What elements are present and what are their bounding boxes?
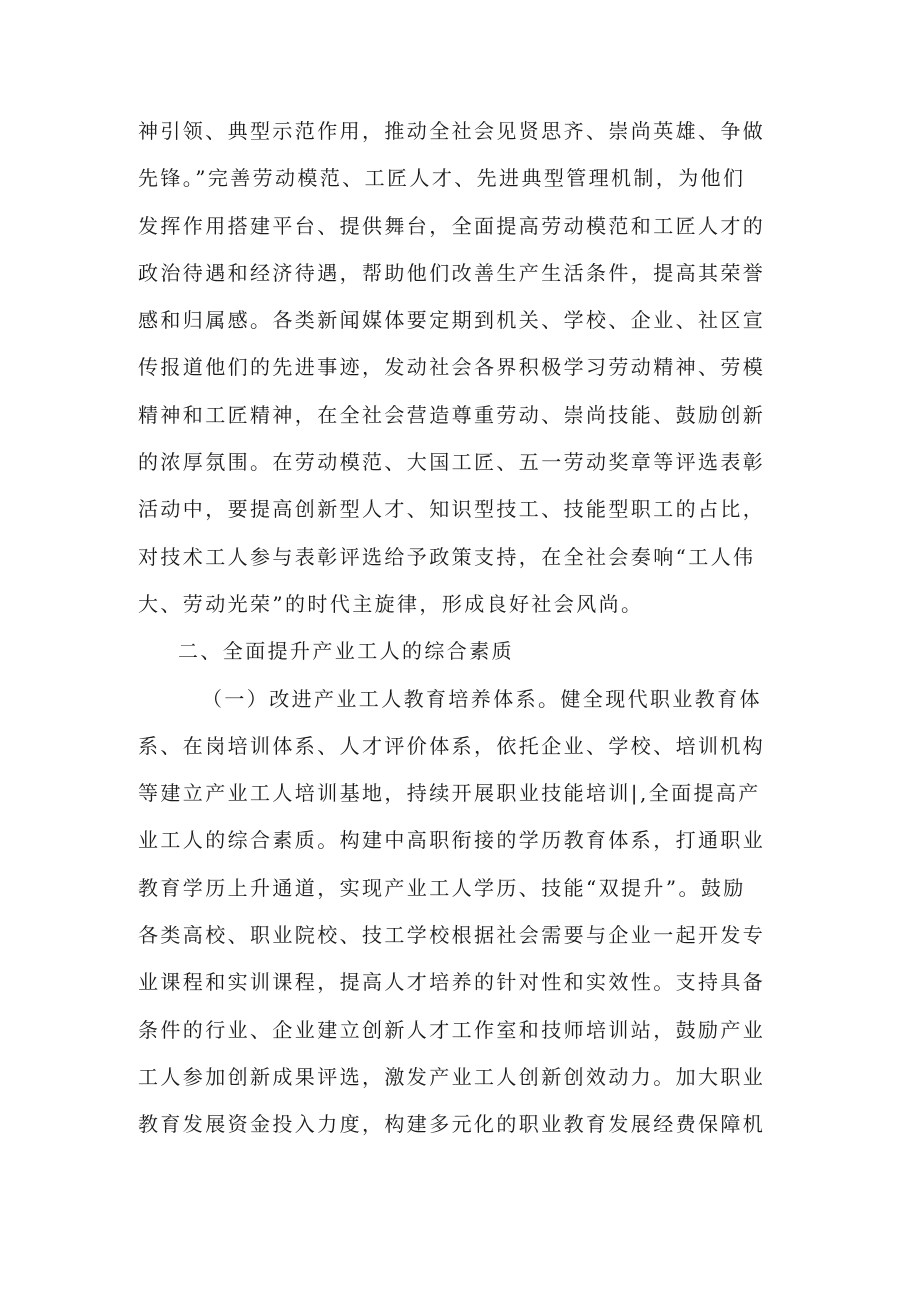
section-heading: 二、全面提升产业工人的综合素质	[178, 639, 514, 664]
text-line: 业课程和实训课程，提高人才培养的针对性和实效性。支持具备	[138, 970, 766, 995]
text-line: 条件的行业、企业建立创新人才工作室和技师培训站，鼓励产业	[138, 1017, 766, 1042]
text-line: 教育学历上升通道，实现产业工人学历、技能“双提升”。鼓励	[138, 875, 746, 900]
text-line: 政治待遇和经济待遇，帮助他们改善生产生活条件，提高其荣誉	[138, 260, 766, 285]
text-line: 感和归属感。各类新闻媒体要定期到机关、学校、企业、社区宣	[138, 308, 766, 333]
text-line: 精神和工匠精神，在全社会营造尊重劳动、崇尚技能、鼓励创新	[138, 402, 766, 427]
text-line: 神引领、典型示范作用，推动全社会见贤思齐、崇尚英雄、争做	[138, 119, 766, 143]
subsection-heading-line: （一）改进产业工人教育培养体系。健全现代职业教育体	[202, 686, 762, 711]
text-line: 传报道他们的先进事迹，发动社会各界积极学习劳动精神、劳模	[138, 355, 766, 380]
text-line: 等建立产业工人培训基地，持续开展职业技能培训|,全面提高产	[138, 781, 761, 806]
body-text	[138, 108, 788, 1149]
text-line: 先锋。”完善劳动模范、工匠人才、先进典型管理机制，为他们	[138, 166, 746, 191]
text-line: 教育发展资金投入力度，构建多元化的职业教育发展经费保障机	[138, 1112, 766, 1137]
text-line: 业工人的综合素质。构建中高职衔接的学历教育体系，打通职业	[138, 828, 766, 853]
text-line: 的浓厚氛围。在劳动模范、大国工匠、五一劳动奖章等评选表彰	[138, 450, 766, 475]
text-line: 发挥作用搭建平台、提供舞台，全面提高劳动模范和工匠人才的	[138, 213, 766, 238]
text-line: 大、劳动光荣”的时代主旋律，形成良好社会风尚。	[138, 591, 644, 616]
text-line: 系、在岗培训体系、人才评价体系，依托企业、学校、培训机构	[138, 733, 766, 758]
text-line: 工人参加创新成果评选，激发产业工人创新创效动力。加大职业	[138, 1064, 766, 1089]
text-line: 活动中，要提高创新型人才、知识型技工、技能型职工的占比，	[138, 497, 766, 522]
text-line: 各类高校、职业院校、技工学校根据社会需要与企业一起开发专	[138, 923, 766, 948]
text-line: 对技术工人参与表彰评选给予政策支持，在全社会奏响“工人伟	[138, 544, 756, 569]
